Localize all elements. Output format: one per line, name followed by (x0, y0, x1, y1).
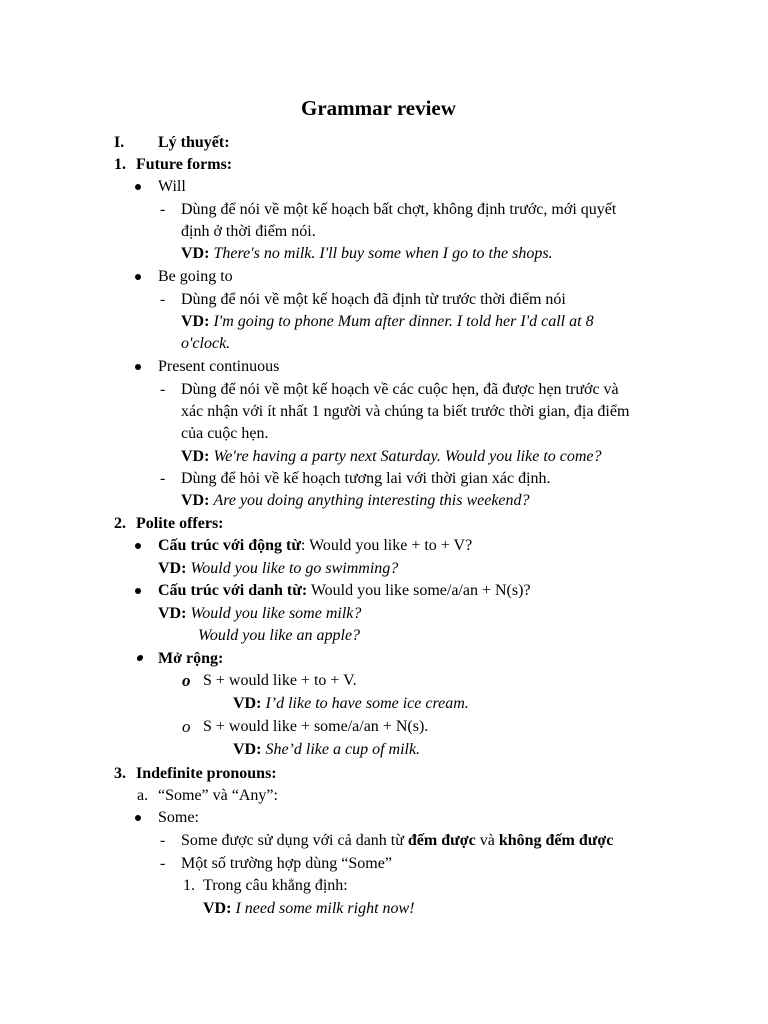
bullet-icon (135, 364, 141, 370)
example-line: VD: Would you like to go swimming? (158, 560, 399, 577)
example-line: VD: We're having a party next Saturday. Would you like to come? (181, 448, 602, 465)
description-line: xác nhận với ít nhất 1 người và chúng ta biết trước thời gian, địa điểm (181, 403, 630, 420)
item-heading: Indefinite pronouns: (136, 765, 277, 782)
item-number: 2. (114, 515, 126, 532)
example-line: Would you like an apple? (198, 627, 361, 644)
list-item: Some: (158, 809, 199, 826)
description-line: định ở thời điểm nói. (181, 223, 316, 240)
list-item: Trong câu khẳng định: (203, 877, 348, 894)
bullet-icon (135, 815, 141, 821)
list-item: Mở rộng: (158, 650, 224, 667)
bullet-icon (135, 543, 141, 549)
dash-marker: - (160, 201, 166, 218)
example-line: VD: I'm going to phone Mum after dinner. I told her I'd call at 8 (181, 313, 594, 330)
sub-number: 1. (183, 877, 195, 894)
list-item: S + would like + to + V. (203, 672, 357, 689)
sub-heading: “Some” và “Any”: (158, 787, 278, 804)
item-heading: Polite offers: (136, 515, 224, 532)
dash-marker: - (160, 832, 166, 849)
dash-marker: - (160, 855, 166, 872)
example-line: VD: Would you like some milk? (158, 605, 362, 622)
item-heading: Future forms: (136, 156, 233, 173)
circle-bullet-icon: o (182, 671, 191, 690)
item-number: 3. (114, 765, 126, 782)
example-line: VD: Are you doing anything interesting this weekend? (181, 492, 530, 509)
bullet-icon (135, 274, 141, 280)
list-item: Present continuous (158, 358, 280, 375)
example-line: VD: I need some milk right now! (203, 900, 415, 917)
dash-marker: - (160, 291, 166, 308)
list-item: S + would like + some/a/an + N(s). (203, 718, 429, 735)
description-line: Dùng để hỏi về kế hoạch tương lai với thời gian xác định. (181, 470, 551, 487)
page-title: Grammar review (301, 96, 456, 120)
list-item: Be going to (158, 268, 233, 285)
example-line: VD: She’d like a cup of milk. (233, 741, 421, 758)
list-item: Will (158, 178, 186, 195)
description-line: Dùng để nói về một kế hoạch đã định từ trước thời điểm nói (181, 291, 566, 308)
example-line: o'clock. (181, 335, 231, 352)
item-number: 1. (114, 156, 126, 173)
bullet-icon (135, 184, 141, 190)
description-line: Một số trường hợp dùng “Some” (181, 855, 392, 872)
description-line: Some được sử dụng với cả danh từ đếm được và không đếm được (181, 832, 614, 849)
example-line: VD: I’d like to have some ice cream. (233, 695, 469, 712)
list-item: Cấu trúc với danh từ: Would you like some/a/an + N(s)? (158, 582, 531, 599)
description-line: Dùng để nói về một kế hoạch bất chợt, không định trước, mới quyết (181, 201, 617, 218)
sub-number: a. (137, 787, 149, 804)
section-heading: Lý thuyết: (158, 134, 230, 151)
dash-marker: - (160, 381, 166, 398)
bullet-icon (135, 588, 141, 594)
description-line: của cuộc hẹn. (181, 425, 269, 442)
bullet-icon (136, 655, 143, 661)
list-item: Cấu trúc với động từ: Would you like + to + V? (158, 537, 473, 554)
example-line: VD: There's no milk. I'll buy some when I go to the shops. (181, 245, 553, 262)
section-number: I. (114, 134, 125, 151)
circle-bullet-icon: o (182, 717, 191, 736)
dash-marker: - (160, 470, 166, 487)
description-line: Dùng để nói về một kế hoạch về các cuộc hẹn, đã được hẹn trước và (181, 381, 619, 398)
